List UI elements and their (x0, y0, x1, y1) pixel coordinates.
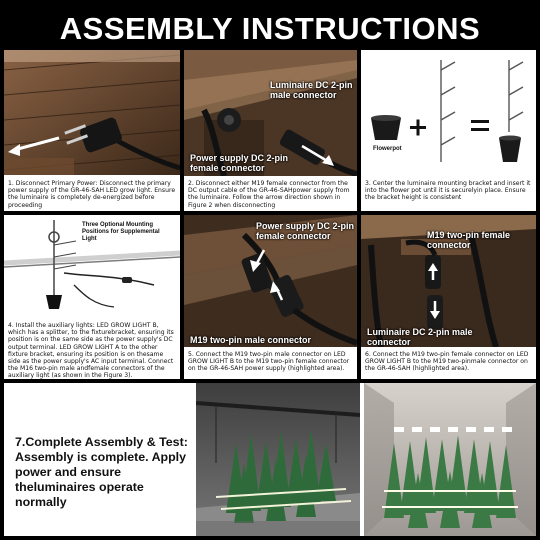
step-4-caption: 4. Install the auxiliary lights: LED GROW LIGHT B, which has a splitter, to the fixturebracket, ensuring its position is on the same side as the power supply's DC output terminal. LED GROW LIGHT A to the other fixture bracket, ensuring its position is on thesame side as the power supply's AC input terminal. Connect the M16 two-pin male andfemale connectors of the auxiliary light (as shown in the Figure 3). (8, 322, 174, 379)
step-6-caption: 6. Connect the M19 two-pin female connector on LED GROW LIGHT B to the M19 two-pinmale connector on the GR-46-SAH (highlighted area). (365, 351, 529, 373)
step-3-image (361, 50, 536, 176)
step-6-label-top: M19 two-pin female connector (427, 230, 511, 250)
step-2-label-top: Luminaire DC 2-pin male connector (270, 80, 353, 100)
step-5-caption: 5. Connect the M19 two-pin male connector on LED GROW LIGHT B to the M19 two-pin female connector on the GR-46-SAH power supply (highlighted area). (188, 351, 350, 373)
step-7-panel (4, 383, 536, 536)
page-title: ASSEMBLY INSTRUCTIONS (59, 11, 481, 46)
step-3-panel (361, 50, 536, 211)
step-4-panel (4, 215, 180, 379)
flowerpot-illustration (361, 50, 536, 176)
unplug-illustration (4, 50, 180, 175)
step-5-label-bottom: M19 two-pin male connector (190, 335, 312, 345)
completed-scene-b (364, 383, 536, 536)
step-1-caption: 1. Disconnect Primary Power: Disconnect the primary power supply of the GR-46-SAH LED grow light. Ensure the luminaire is completely de-energized before proceeding (8, 180, 176, 209)
step-3-caption: 3. Center the luminaire mounting bracket and insert it into the flower pot until it is securelyin place. Ensure the bracket height is consistent (365, 180, 531, 202)
step-6-label-bottom: Luminaire DC 2-pin male connector (367, 327, 473, 347)
step-3-label-flowerpot: Flowerpot (373, 146, 402, 152)
step-2-panel (184, 50, 357, 211)
step-5-panel (184, 215, 357, 379)
completed-scene-a (196, 383, 360, 536)
step-2-label-bottom: Power supply DC 2-pin female connector (190, 153, 289, 173)
step-2-caption: 2. Disconnect either M19 female connector from the DC output cable of the GR-46-SAHpower supply from the luminaire. Follow the arrow direction shown in Figure 2 when disconnecting (188, 180, 350, 209)
step-6-panel (361, 215, 536, 379)
step-4-label-mounting: Three Optional Mounting Positions for Supplemental Light (82, 222, 160, 242)
step-1-panel (4, 50, 180, 211)
grow-room-dark-illustration (196, 383, 360, 536)
grow-room-lit-illustration (364, 383, 536, 536)
step-7-text: 7.Complete Assembly & Test: Assembly is complete. Apply power and ensure theluminaires operate normally (15, 435, 188, 509)
step-5-label-top: Power supply DC 2-pin female connector (256, 221, 355, 241)
step-1-image (4, 50, 180, 175)
